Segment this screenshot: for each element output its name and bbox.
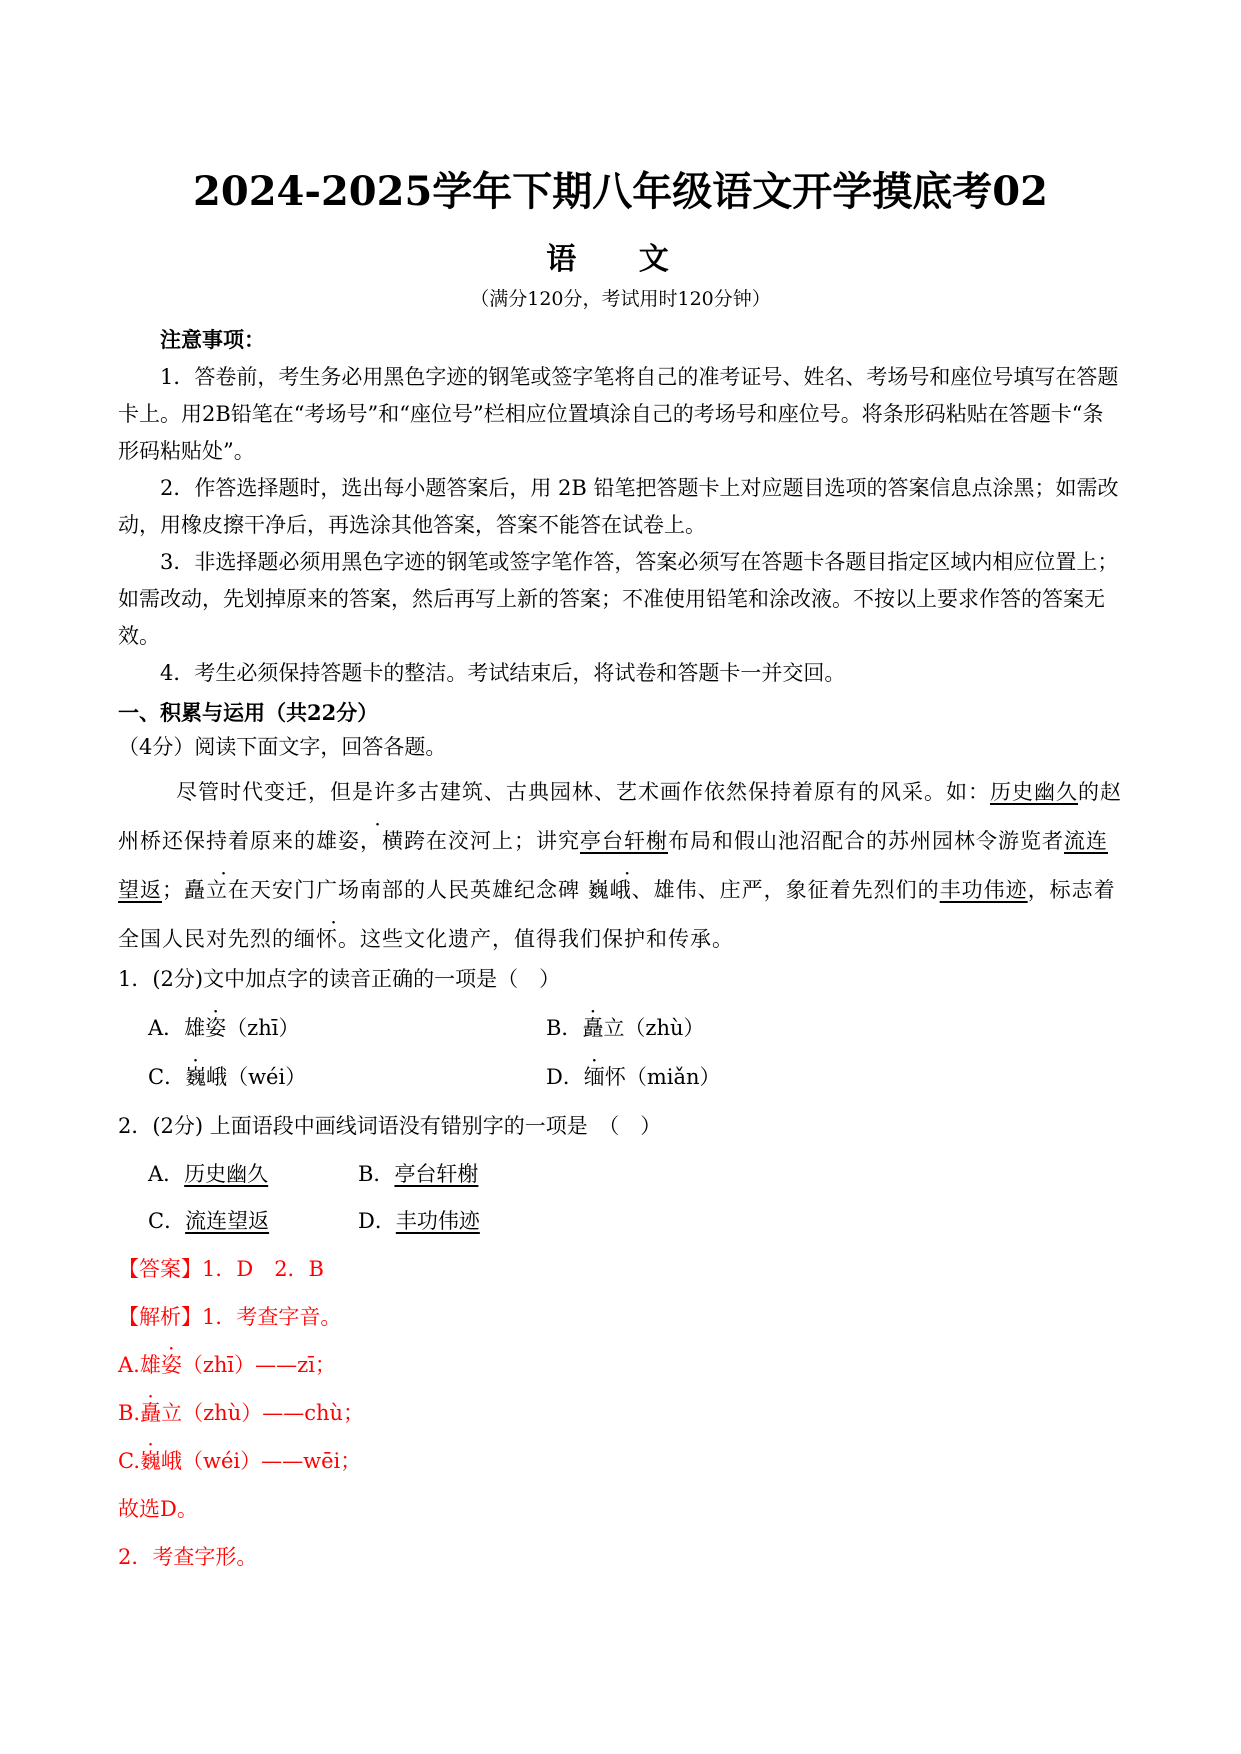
underlined-word-3: 流连望返 xyxy=(118,829,1108,902)
notice-item-1: 1．答卷前，考生务必用黑色字迹的钢笔或签字笔将自己的准考证号、姓名、考场号和座位号填写在答题卡上。用2B铅笔在“考场号”和“座位号”栏相应位置填涂自己的考场号和座位号。将条形码粘贴在答题卡“条形码粘贴处”。 xyxy=(118,365,1119,463)
analysis-question-2-heading: 2．考查字形。 xyxy=(118,1545,258,1569)
answer-line: 【答案】1．D 2．B xyxy=(118,1257,324,1281)
question-1-option-d: D．缅怀（miǎn） xyxy=(546,1065,721,1089)
analysis-heading: 【解析】1．考查字音。 xyxy=(118,1305,342,1329)
notice-item-3: 3．非选择题必须用黑色字迹的钢笔或签字笔作答，答案必须写在答题卡各题目指定区域内相应位置上；如需改动，先划掉原来的答案，然后再写上新的答案；不准使用铅笔和涂改液。不按以上要求作答的答案无效。 xyxy=(118,550,1119,648)
underlined-word-4: 丰功伟迹 xyxy=(939,878,1028,902)
dotted-char-2: 矗 xyxy=(184,878,206,902)
question-1-option-a: A．雄姿（zhī） xyxy=(148,1016,300,1040)
question-1-option-c: C．巍峨（wéi） xyxy=(148,1065,307,1089)
reading-passage: 尽管时代变迁，但是许多古建筑、古典园林、艺术画作依然保持着原有的风采。如：历史幽久的赵州桥还保持着原来的雄姿，横跨在洨河上；讲究亭台轩榭布局和假山池沼配合的苏州园林令游览者流连望返；矗立在天安门广场南部的人民英雄纪念碑 巍峨、雄伟、庄严，象征着先烈们的丰功伟迹，标志着全国人民对先烈的缅怀。这些文化遗产，值得我们保护和传承。 xyxy=(118,780,1122,951)
section-heading: 一、积累与运用（共22分） xyxy=(118,700,379,725)
question-2-stem: 2．(2分) 上面语段中画线词语没有错别字的一项是 （ ） xyxy=(118,1114,662,1138)
subject-title: 语 文 xyxy=(546,242,695,277)
exam-meta: （满分120分，考试用时120分钟） xyxy=(470,288,771,310)
question-2-option-c: C．流连望返 xyxy=(148,1209,270,1233)
dotted-char-1: 姿 xyxy=(338,829,360,853)
question-2-option-b: B．亭台轩榭 xyxy=(358,1162,479,1186)
analysis-option-c: C.巍峨（wéi）——wēi； xyxy=(118,1449,362,1473)
exam-title: 2024-2025学年下期八年级语文开学摸底考02 xyxy=(193,168,1048,215)
dotted-char-3: 巍 xyxy=(587,878,610,902)
analysis-option-a: A.雄姿（zhī）——zī； xyxy=(118,1353,336,1377)
notice-heading: 注意事项： xyxy=(160,327,265,352)
question-1-option-b: B．矗立（zhù） xyxy=(546,1016,705,1040)
analysis-conclusion: 故选D。 xyxy=(118,1497,198,1521)
notice-item-4: 4．考生必须保持答题卡的整洁。考试结束后，将试卷和答题卡一并交回。 xyxy=(160,661,846,685)
underlined-word-1: 历史幽久 xyxy=(990,780,1078,804)
underlined-word-2: 亭台轩榭 xyxy=(580,829,668,853)
question-2-option-d: D．丰功伟迹 xyxy=(358,1209,480,1233)
analysis-option-b: B.矗立（zhù）——chù； xyxy=(118,1401,365,1425)
notice-item-2: 2．作答选择题时，选出每小题答案后，用 2B 铅笔把答题卡上对应题目选项的答案信息点涂黑；如需改动，用橡皮擦干净后，再选涂其他答案，答案不能答在试卷上。 xyxy=(118,476,1119,537)
question-1-stem: 1．(2分)文中加点字的读音正确的一项是（ ） xyxy=(118,967,561,991)
question-2-option-a: A．历史幽久 xyxy=(148,1162,269,1186)
dotted-char-4: 缅 xyxy=(294,927,316,951)
section-intro: （4分）阅读下面文字，回答各题。 xyxy=(118,735,447,759)
